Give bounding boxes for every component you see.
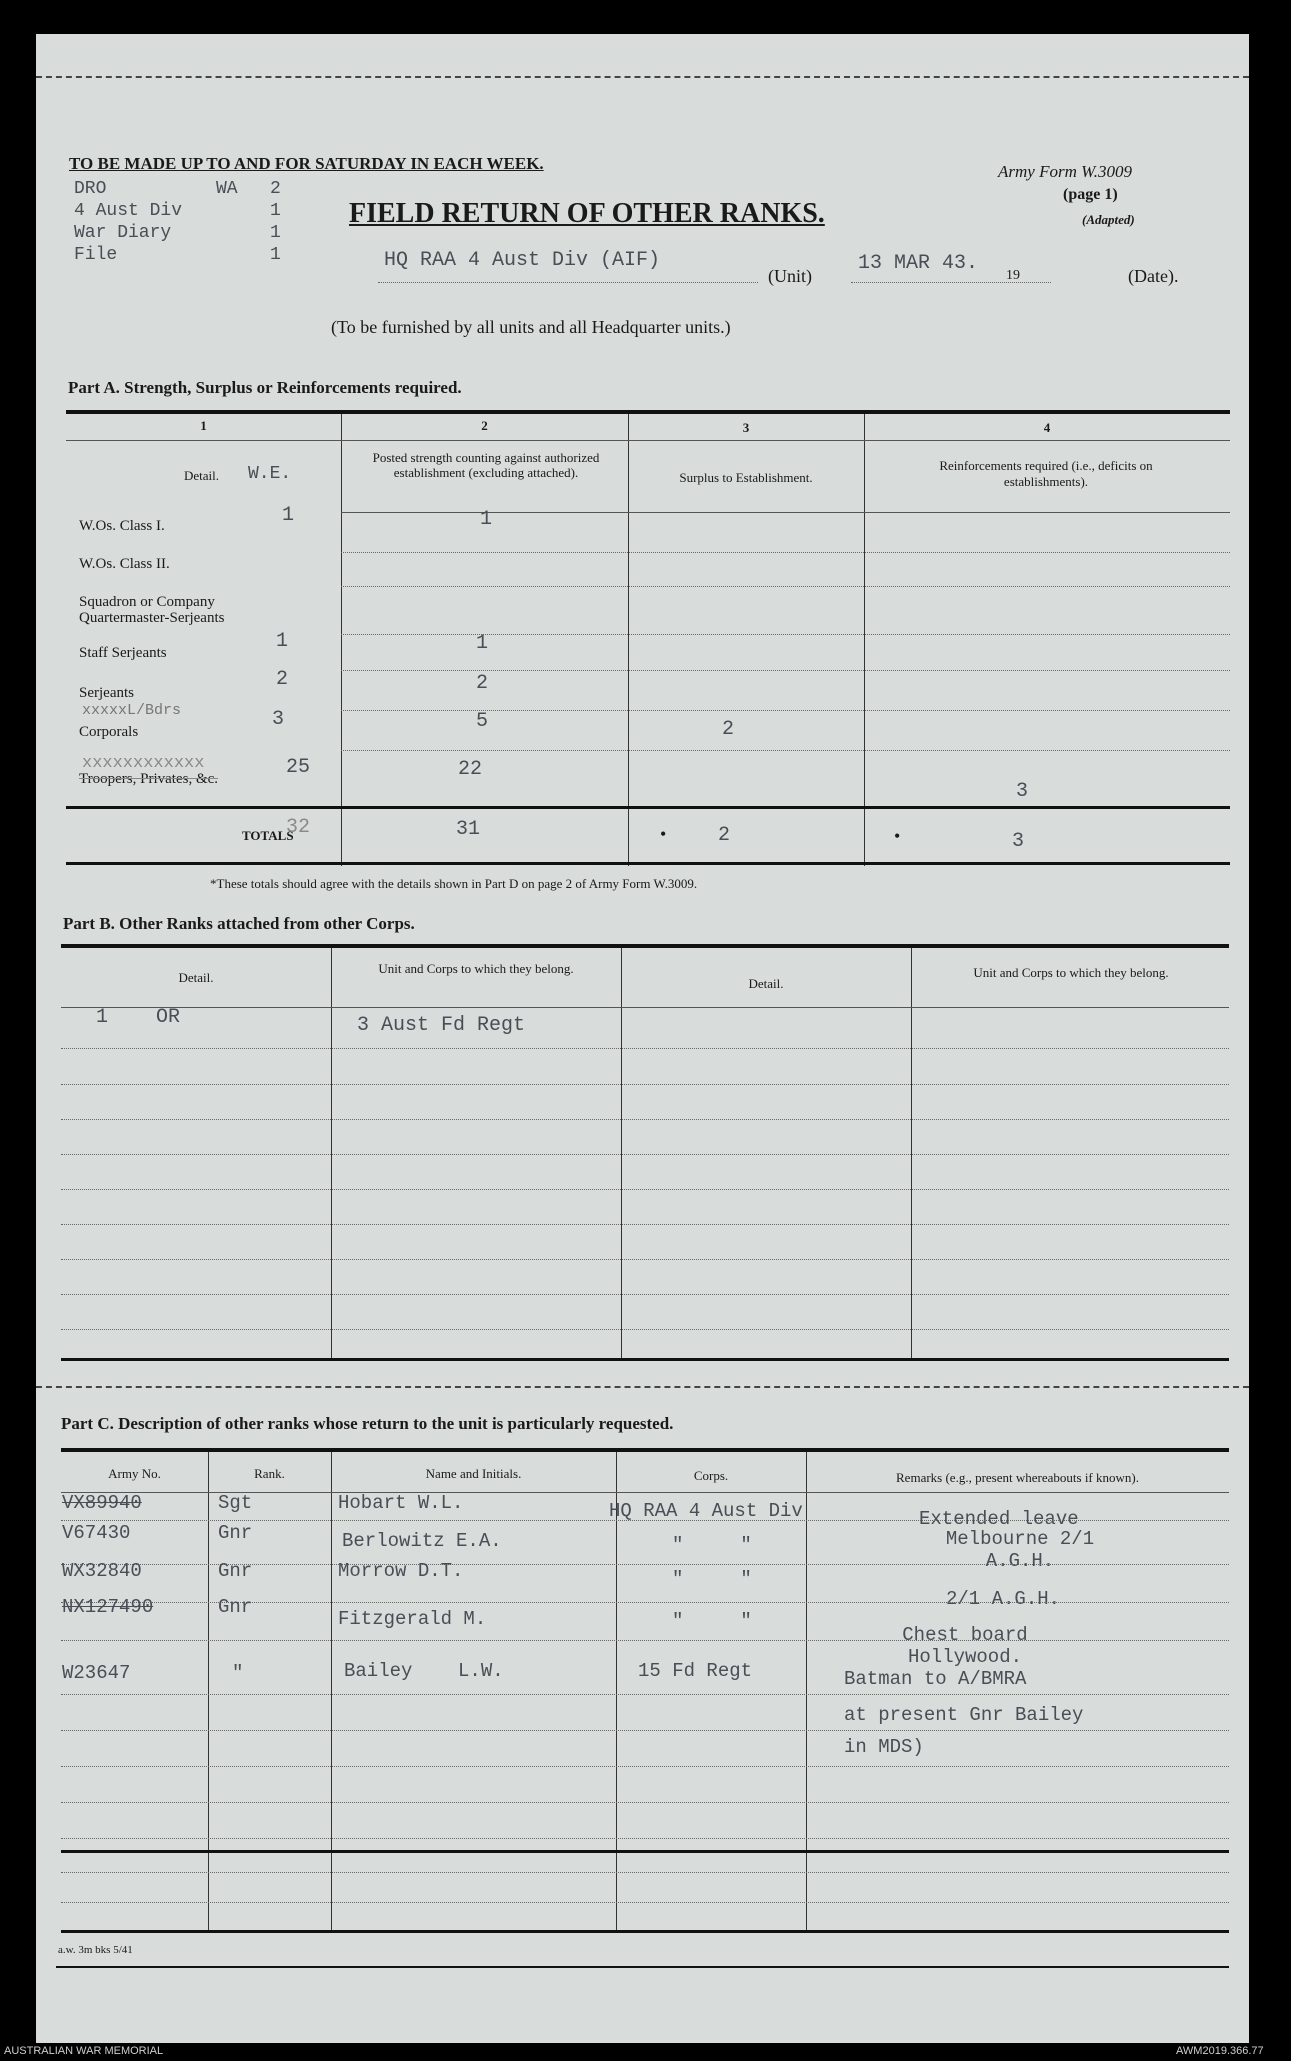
c-remarks-cont-1: at present Gnr Bailey	[844, 1704, 1084, 1726]
part-c-lower-rule	[61, 1850, 1229, 1853]
part-b-detail-1: 1 OR	[96, 1006, 181, 1029]
row-rule	[341, 710, 1230, 711]
row-rule	[61, 1520, 1229, 1521]
year-prefix: 19	[1006, 268, 1020, 283]
row-label-wo2: W.Os. Class II.	[79, 556, 170, 572]
c-row1-rank: Sgt	[218, 1492, 253, 1514]
footer-rule	[56, 1966, 1229, 1968]
col-number-2: 2	[481, 418, 488, 433]
part-a-subheader-rule	[66, 440, 1230, 441]
part-c-top-rule	[61, 1448, 1229, 1452]
part-c-col-army-no: Army No.	[108, 1466, 161, 1481]
dist-to: File	[74, 245, 118, 265]
troopers-reinf: 3	[1016, 780, 1029, 803]
part-b-col-detail: Detail.	[178, 970, 214, 985]
c-row2-remarks: Melbourne 2/1 A.G.H.	[945, 1528, 1095, 1572]
c-row4-no: NX127490	[62, 1596, 154, 1618]
dist-qty: 1	[270, 223, 281, 243]
col-detail-header: Detail.	[184, 468, 220, 483]
date-line	[851, 282, 1051, 283]
c-row3-corps: " "	[672, 1568, 752, 1590]
part-a-col-divider	[341, 414, 342, 866]
part-b-top-rule	[61, 944, 1229, 948]
unit-label: (Unit)	[768, 266, 812, 286]
date-value: 13 MAR 43.	[858, 252, 979, 275]
dist-qty: 1	[270, 245, 281, 265]
credit-left: AUSTRALIAN WAR MEMORIAL	[4, 2045, 164, 2057]
c-row5-name: Bailey L.W.	[344, 1660, 504, 1682]
totals-posted: 31	[456, 818, 481, 841]
part-b-col-unit-2: Unit and Corps to which they belong.	[973, 965, 1169, 980]
c-row4-name: Fitzgerald M.	[338, 1608, 487, 1630]
totals-label: TOTALS	[242, 828, 294, 843]
dist-to: DRO	[74, 179, 107, 199]
c-row4-corps: " "	[672, 1610, 752, 1632]
date-label: (Date).	[1128, 266, 1179, 286]
part-a-heading: Part A. Strength, Surplus or Reinforcements required.	[68, 378, 462, 397]
c-row2-name: Berlowitz E.A.	[342, 1530, 502, 1552]
row-rule	[341, 634, 1230, 635]
part-b-unit-1: 3 Aust Fd Regt	[357, 1014, 526, 1037]
c-row5-rank: "	[232, 1662, 244, 1684]
row-rule	[61, 1730, 1229, 1731]
row-label-cpl: Corporals	[79, 724, 139, 740]
row-label-staff-sjt: Staff Serjeants	[79, 645, 167, 661]
part-c-col-divider	[208, 1452, 209, 1932]
col-number-1: 1	[200, 418, 207, 433]
cpl-surplus: 2	[722, 718, 735, 741]
part-b-bottom-rule	[61, 1358, 1229, 1361]
totals-reinf: 3	[1012, 830, 1025, 853]
part-b-heading: Part B. Other Ranks attached from other Corps.	[63, 914, 415, 933]
form-sheet	[36, 34, 1249, 2043]
part-a-bottom-rule	[66, 862, 1230, 865]
credit-right: AWM2019.366.77	[1176, 2045, 1264, 2057]
totals-we: 32	[286, 816, 311, 839]
col-reinf-header: Reinforcements required (i.e., deficits on establishments).	[939, 458, 1153, 489]
c-row1-corps: HQ RAA 4 Aust Div	[609, 1500, 803, 1522]
part-b-col-unit: Unit and Corps to which they belong.	[378, 961, 574, 976]
form-title: FIELD RETURN OF OTHER RANKS.	[349, 198, 825, 229]
staff-sjt-we: 1	[276, 630, 289, 653]
dist-to: 4 Aust Div	[74, 201, 183, 221]
part-a-col-divider	[628, 414, 629, 866]
page-number: (page 1)	[1063, 186, 1118, 203]
col-surplus-header: Surplus to Establishment.	[679, 470, 813, 485]
troopers-we: 25	[286, 756, 311, 779]
cpl-posted: 5	[476, 710, 489, 733]
adapted-label: (Adapted)	[1082, 212, 1135, 227]
part-a-footnote: *These totals should agree with the details shown in Part D on page 2 of Army Form W.3009.	[210, 876, 698, 891]
instruction-text: TO BE MADE UP TO AND FOR SATURDAY IN EACH WEEK.	[69, 154, 544, 173]
col-posted-header: Posted strength counting against authorized establishment (excluding attached).	[372, 450, 600, 480]
row-rule	[341, 670, 1230, 671]
wo1-we: 1	[282, 504, 295, 527]
dist-to: War Diary	[74, 223, 172, 243]
part-a-header-bottom	[341, 512, 1230, 513]
row-label-wo1: W.Os. Class I.	[79, 518, 165, 534]
part-c-col-name: Name and Initials.	[425, 1466, 522, 1481]
totals-bullet: •	[894, 826, 901, 846]
sjt-we: 2	[276, 668, 289, 691]
row-label-sjt: Serjeants	[79, 685, 134, 701]
wo1-posted: 1	[480, 508, 493, 531]
struck-rank-text: xxxxxxxxxxxx	[82, 754, 205, 773]
part-a-top-rule	[66, 410, 1230, 414]
part-b-header-bottom	[61, 1007, 1229, 1008]
col-number-3: 3	[742, 420, 750, 435]
dist-qty: 2	[270, 179, 281, 199]
col-we-header: W.E.	[248, 464, 292, 484]
c-row3-name: Morrow D.T.	[338, 1560, 464, 1582]
c-row5-corps: 15 Fd Regt	[638, 1660, 753, 1682]
struck-rank-text: xxxxxL/Bdrs	[82, 702, 182, 719]
totals-surplus: 2	[718, 824, 731, 847]
c-row4-rank: Gnr	[218, 1596, 253, 1618]
totals-bullet: •	[660, 824, 667, 844]
c-row1-remarks: Extended leave	[919, 1508, 1079, 1530]
c-row1-no: VX89940	[62, 1492, 142, 1514]
perforation-middle	[36, 1386, 1249, 1388]
row-label-troopers: Troopers, Privates, &c.	[79, 771, 219, 787]
row-rule	[341, 750, 1230, 751]
unit-value: HQ RAA 4 Aust Div (AIF)	[384, 249, 661, 272]
row-rule	[341, 586, 1230, 587]
distribution-list	[74, 178, 281, 266]
c-row3-rank: Gnr	[218, 1560, 253, 1582]
c-row2-no: V67430	[62, 1522, 131, 1544]
printer-mark: a.w. 3m bks 5/41	[58, 1944, 133, 1956]
part-c-col-remarks: Remarks (e.g., present whereabouts if known).	[896, 1470, 1139, 1485]
sjt-posted: 2	[476, 672, 489, 695]
c-row2-rank: Gnr	[218, 1522, 253, 1544]
part-c-col-divider	[331, 1452, 332, 1932]
staff-sjt-posted: 1	[476, 632, 489, 655]
c-row3-remarks: 2/1 A.G.H.	[946, 1588, 1061, 1610]
c-row1-name: Hobart W.L.	[338, 1492, 464, 1514]
unit-line	[378, 282, 758, 283]
col-number-4: 4	[1043, 420, 1051, 435]
c-row2-corps: " "	[672, 1534, 752, 1556]
perforation-top	[36, 76, 1249, 78]
row-rule	[61, 1694, 1229, 1695]
furnish-note: (To be furnished by all units and all Headquarter units.)	[331, 317, 731, 337]
part-c-bottom-rule	[61, 1930, 1229, 1933]
dist-qty: 1	[270, 201, 281, 221]
part-a-col-divider	[864, 414, 865, 866]
c-remarks-cont-2: in MDS)	[844, 1736, 924, 1758]
row-rule	[341, 552, 1230, 553]
form-number: Army Form W.3009	[998, 162, 1132, 181]
part-c-col-corps: Corps.	[693, 1468, 729, 1483]
part-c-col-rank: Rank.	[254, 1466, 285, 1481]
c-row5-remarks: Batman to A/BMRA	[844, 1668, 1027, 1690]
troopers-posted: 22	[458, 758, 483, 781]
part-b-col-detail-2: Detail.	[748, 976, 784, 991]
part-c-col-divider	[806, 1452, 807, 1932]
c-row3-no: WX32840	[62, 1560, 142, 1582]
c-row4-remarks: Chest board Hollywood.	[902, 1624, 1028, 1668]
part-c-heading: Part C. Description of other ranks whose return to the unit is particularly requested.	[61, 1414, 674, 1433]
c-row5-no: W23647	[62, 1662, 131, 1684]
dist-extra: WA	[216, 179, 238, 199]
part-c-col-divider	[616, 1452, 617, 1932]
row-label-cqms: Squadron or Company Quartermaster-Serjeants	[79, 594, 225, 626]
totals-rule	[66, 806, 1230, 809]
cpl-we: 3	[272, 708, 285, 731]
row-rule	[61, 1640, 1229, 1641]
